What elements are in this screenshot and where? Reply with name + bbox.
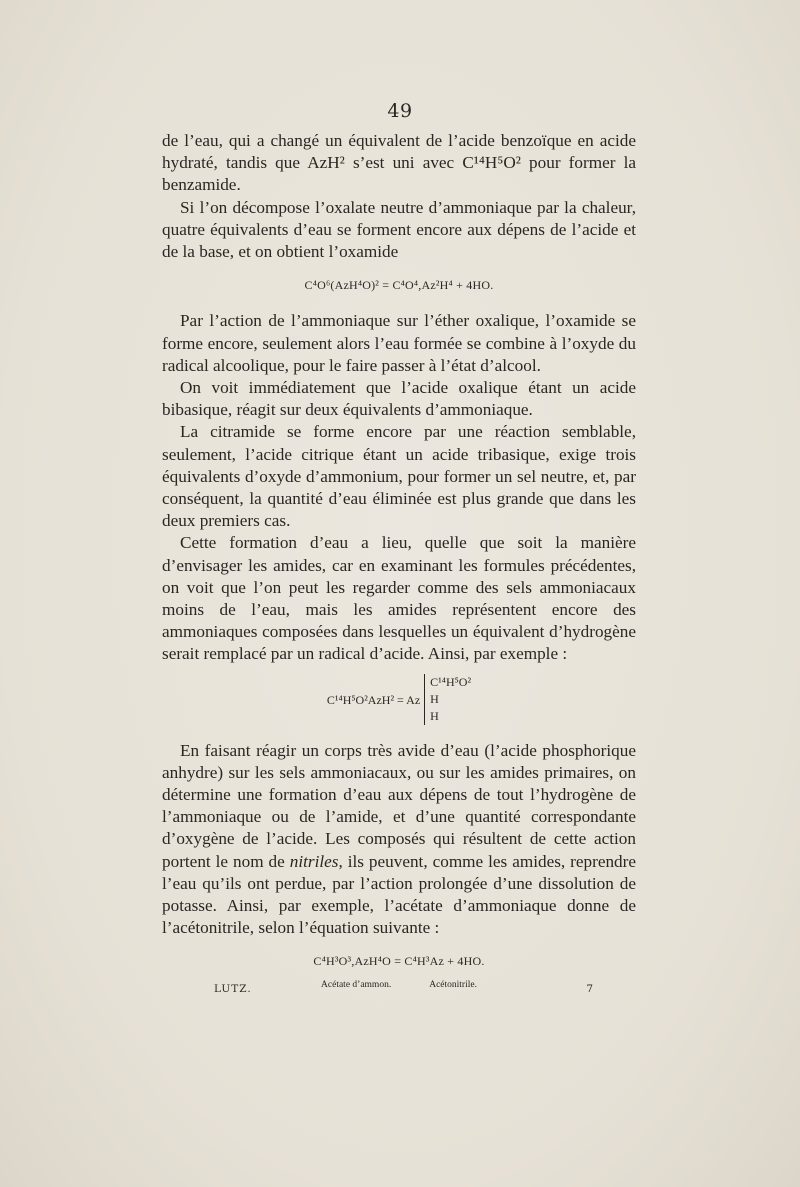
paragraph-3: Par l’action de l’ammoniaque sur l’éther oxalique, l’oxamide se forme encore, seulement alors l’eau formée se combine à l’oxyde du radical alcoolique, pour le faire passer à l’état d’alcool. bbox=[162, 311, 636, 375]
formula-benzamide-row: H bbox=[430, 692, 439, 707]
formula-benzamide bbox=[162, 674, 636, 726]
formula-benzamide-lhs: C¹⁴H⁵O²AzH² = Az bbox=[326, 692, 421, 707]
formula-oxamide: C⁴O⁶(AzH⁴O)² = C⁴O⁴,Az²H⁴ + 4HO. bbox=[304, 278, 494, 293]
nitriles-term: nitriles bbox=[289, 851, 339, 871]
paragraph-6: Cette formation d’eau a lieu, quelle que soit la manière d’envisager les amides, car en examinant les formules précédentes, on voit que l’on peut les regarder comme des sels ammoniacaux moins de l’eau, mais les amides représentent encore des ammoniaques composées dans lesquelles un équivalent d’hydrogène serait remplacé par un radical d’acide. Ainsi, par exemple : bbox=[162, 533, 636, 664]
formula-acetonitrile: C⁴H³O³,AzH⁴O = C⁴H³Az + 4HO. bbox=[313, 953, 485, 968]
page-footer bbox=[214, 983, 594, 995]
paragraph-5: La citramide se forme encore par une réaction semblable, seulement, l’acide citrique étant un acide tribasique, exige trois équivalents d’oxyde d’ammonium, pour former un sel neutre, et, par conséquent, la quantité d’eau éliminée est plus grande que dans les deux premiers cas. bbox=[162, 422, 636, 531]
formula-benzamide-row: H bbox=[430, 709, 439, 724]
paragraph-2: Si l’on décompose l’oxalate neutre d’ammoniaque par la chaleur, quatre équivalents d’eau se forment encore aux dépens de l’acide et de la base, et on obtient l’oxamide bbox=[162, 197, 636, 262]
page-number: 49 bbox=[387, 100, 413, 122]
paragraph-7-text: En faisant réagir un corps très avide d’eau (l’acide phosphorique anhydre) sur les sels ammoniacaux, ou sur les amides primaires, on détermine une formation d’eau aux dépens de tout l’hydrogène de l’ammoniaque ou de l’amide, et d’une quantité correspondante d’oxygène de l’acide. Les composés qui résultent de cette action portent le nom de bbox=[162, 740, 636, 871]
paragraph-7-text-end: , ils peuvent, comme les amides, reprendre l’eau qu’ils ont perdue, par l’action prolongée d’une dissolution de potasse. Ainsi, par exemple, l’acétate d’ammoniaque donne de l’acétonitrile, selon l’équation suivante : bbox=[162, 851, 636, 938]
formula-benzamide-brace bbox=[424, 674, 471, 725]
paragraph-7 bbox=[162, 740, 636, 940]
footer-signature: LUTZ. bbox=[214, 983, 252, 995]
body-text bbox=[162, 130, 636, 996]
footer-sheet-number: 7 bbox=[586, 983, 594, 995]
formula-benzamide-row: C¹⁴H⁵O² bbox=[430, 675, 472, 690]
paragraph-4: On voit immédiatement que l’acide oxalique étant un acide bibasique, réagit sur deux équivalents d’ammoniaque. bbox=[162, 378, 636, 420]
label-acetate: Acétate d’ammon. bbox=[321, 979, 392, 990]
paragraph-1: de l’eau, qui a changé un équivalent de l’acide benzoïque en acide hydraté, tandis que AzH² s’est uni avec C¹⁴H⁵O² pour former la benzamide. bbox=[162, 131, 636, 195]
label-acetonitrile: Acétonitrile. bbox=[429, 979, 477, 990]
